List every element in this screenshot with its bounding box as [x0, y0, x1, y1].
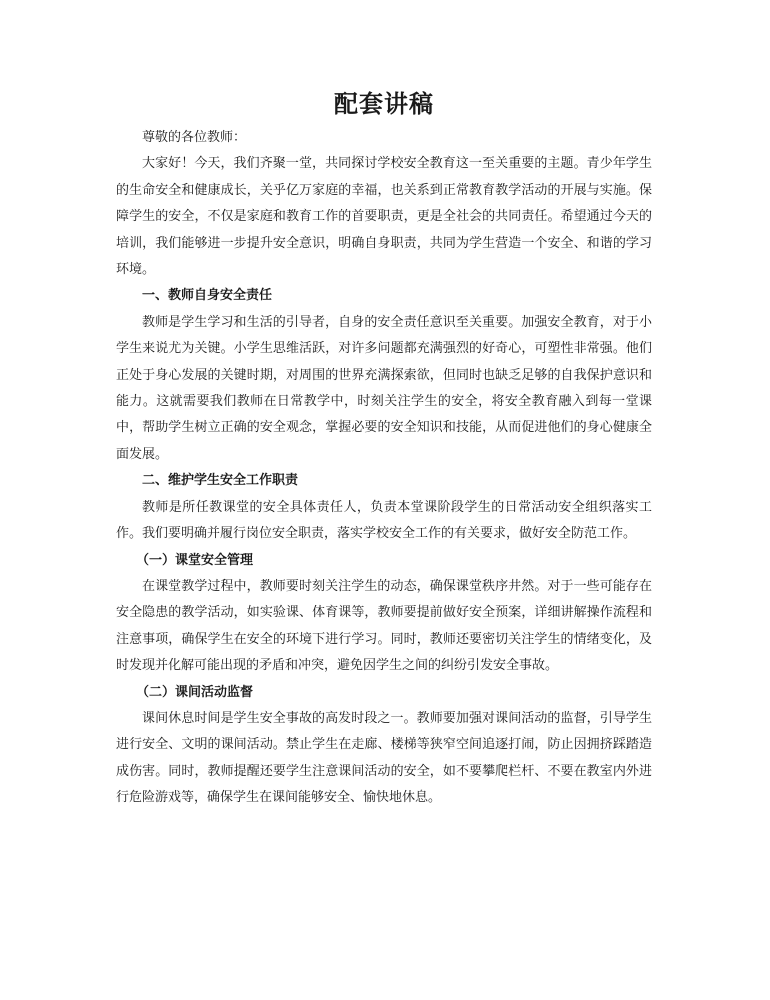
- subsection-heading-classroom: （一）课堂安全管理: [136, 552, 254, 568]
- subsection-classroom-paragraph: 在课堂教学过程中，教师要时刻关注学生的动态，确保课堂秩序井然。对于一些可能存在安全隐患的教学活动，如实验课、体育课等，教师要提前做好安全预案，详细讲解操作流程和注意事项，确保学生在安全的环境下进行学习。同时，教师还要密切关注学生的情绪变化，及时发现并化解可能出现的矛盾和冲突，避免因学生之间的纠纷引发安全事故。: [116, 578, 652, 674]
- greeting: 尊敬的各位教师：: [142, 130, 247, 145]
- section-heading-2: 二、维护学生安全工作职责: [142, 473, 299, 489]
- section-1-paragraph: 教师是学生学习和生活的引导者，自身的安全责任意识至关重要。加强安全教育，对于小学生来说尤为关键。小学生思维活跃，对许多问题都充满强烈的好奇心，可塑性非常强。他们正处于身心发展的关键时期，对周围的世界充满探索欲，但同时也缺乏足够的自我保护意识和能力。这就需要我们教师在日常教学中，时刻关注学生的安全，将安全教育融入到每一堂课中，帮助学生树立正确的安全观念，掌握必要的安全知识和技能，从而促进他们的身心健康全面发展。: [116, 314, 652, 462]
- subsection-heading-break: （二）课间活动监督: [136, 684, 254, 700]
- document-title: 配套讲稿: [334, 89, 434, 118]
- subsection-break-paragraph: 课间休息时间是学生安全事故的高发时段之一。教师要加强对课间活动的监督，引导学生进行安全、文明的课间活动。禁止学生在走廊、楼梯等狭窄空间追逐打闹，防止因拥挤踩踏造成伤害。同时，教师提醒还要学生注意课间活动的安全，如不要攀爬栏杆、不要在教室内外进行危险游戏等，确保学生在课间能够安全、愉快地休息。: [116, 710, 652, 806]
- intro-paragraph: 大家好！今天，我们齐聚一堂，共同探讨学校安全教育这一至关重要的主题。青少年学生的生命安全和健康成长，关乎亿万家庭的幸福，也关系到正常教育教学活动的开展与实施。保障学生的安全，不仅是家庭和教育工作的首要职责，更是全社会的共同责任。希望通过今天的培训，我们能够进一步提升安全意识，明确自身职责，共同为学生营造一个安全、和谐的学习环境。: [116, 156, 652, 278]
- section-2-paragraph: 教师是所任教课堂的安全具体责任人，负责本堂课阶段学生的日常活动安全组织落实工作。我们要明确并履行岗位安全职责，落实学校安全工作的有关要求，做好安全防范工作。: [116, 499, 652, 542]
- document-body: [116, 125, 652, 812]
- section-heading-1: 一、教师自身安全责任: [142, 288, 273, 304]
